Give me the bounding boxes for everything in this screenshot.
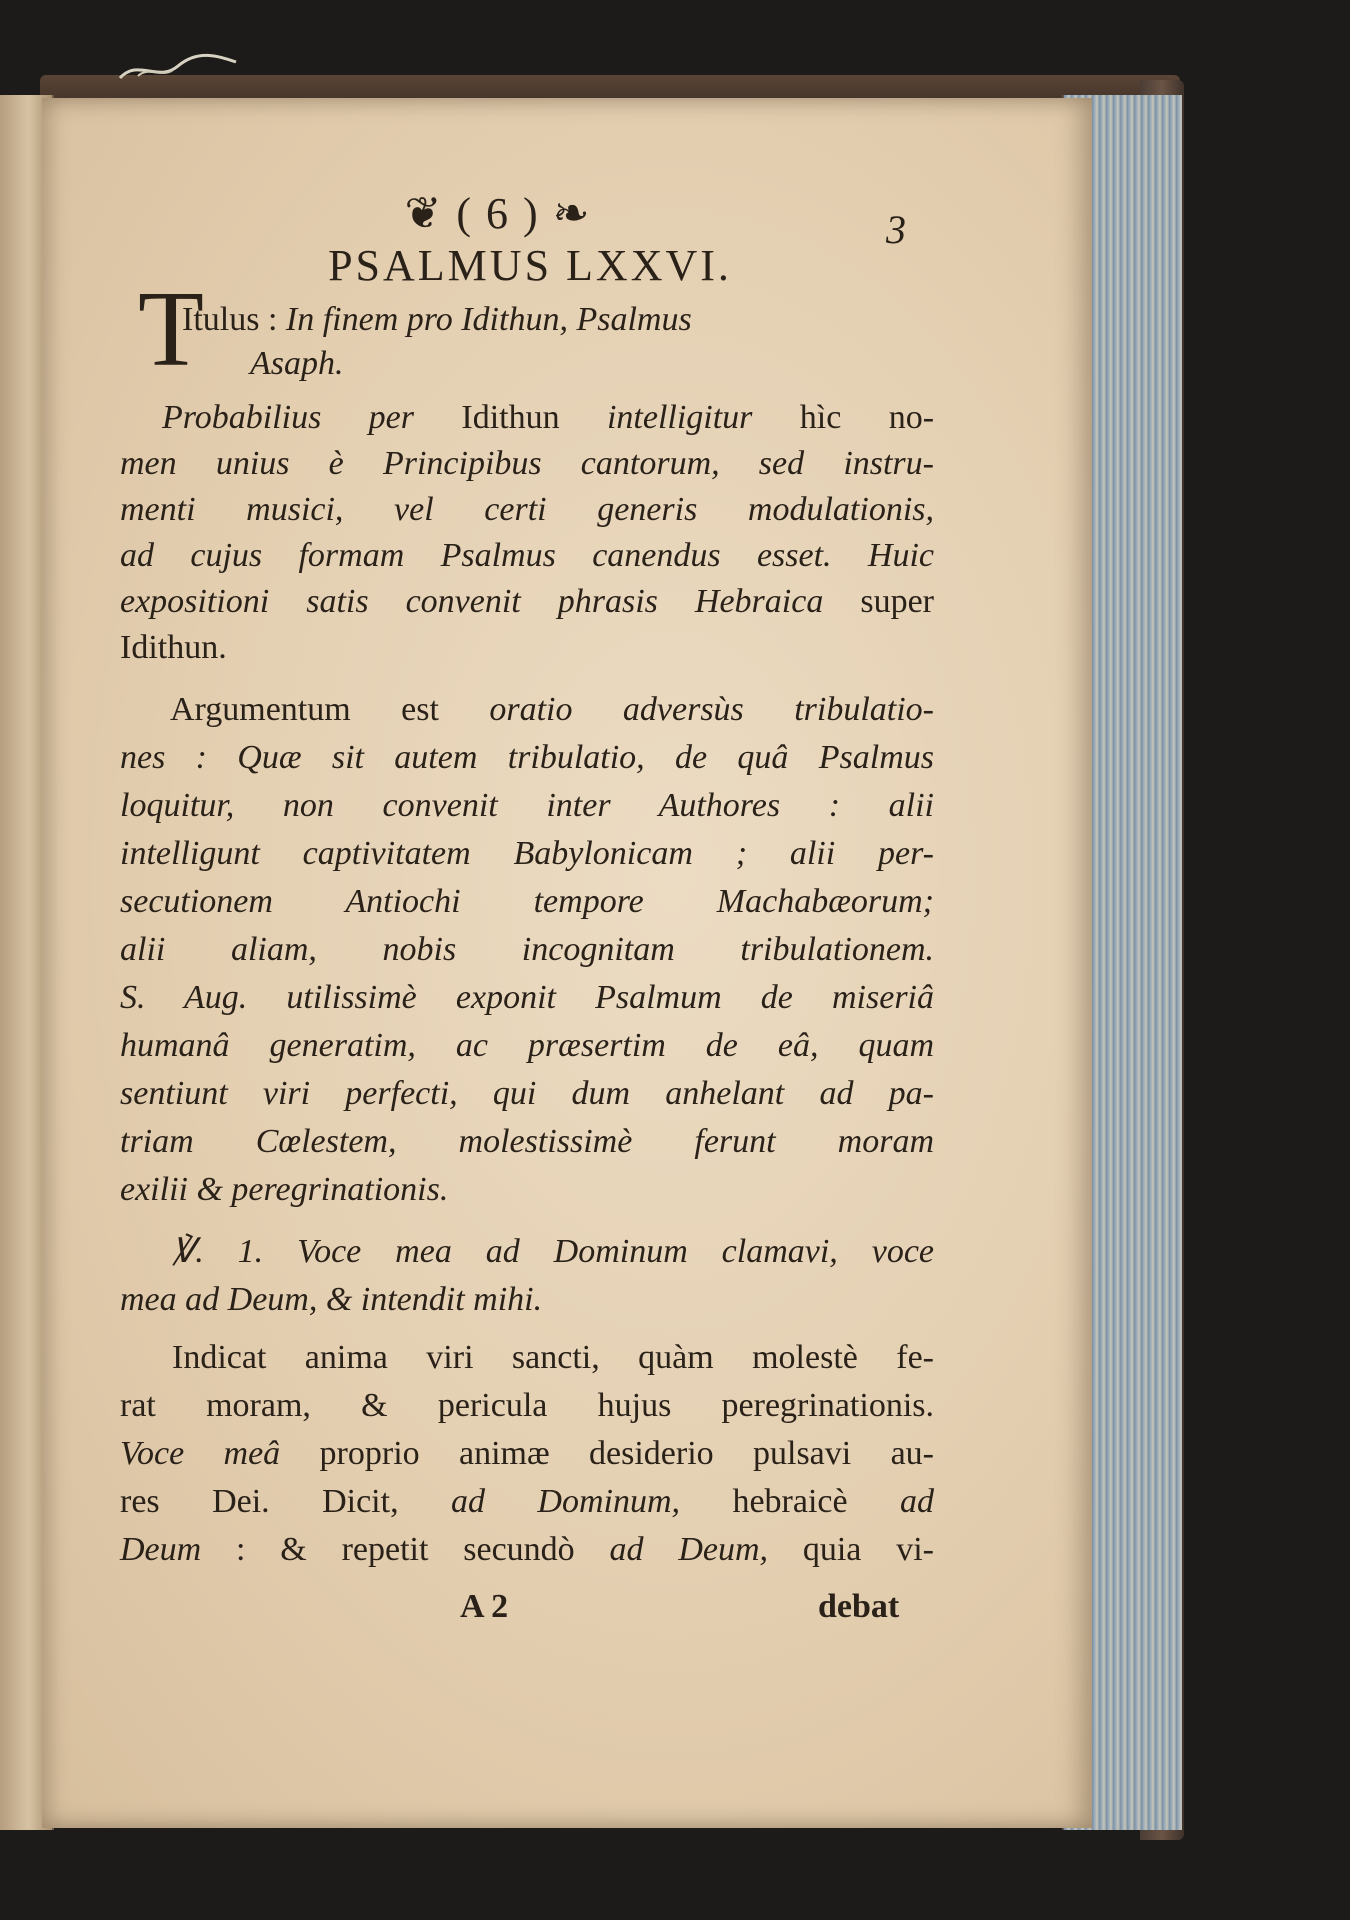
- verse1-line-1: ℣. 1. Voce mea ad Dominum clamavi, voce: [172, 1233, 934, 1270]
- text-span: Idithun: [461, 399, 560, 436]
- text-span: res Dei. Dicit,: [120, 1483, 399, 1520]
- text-span: quia vi-: [802, 1531, 934, 1568]
- para1-line-3: menti musici, vel certi generis modulationis,: [120, 491, 934, 528]
- catchword: debat: [818, 1588, 900, 1625]
- page-number: ( 6 ): [456, 189, 540, 238]
- para3-line-2: rat moram, & pericula hujus peregrinationis.: [120, 1387, 934, 1424]
- para3-line-1: Indicat anima viri sancti, quàm molestè fe-: [172, 1339, 934, 1376]
- fleuron-left-icon: ❦: [404, 189, 444, 238]
- text-span: ad Deum,: [609, 1531, 769, 1568]
- text-span: Probabilius per: [162, 399, 414, 436]
- drop-cap: T: [138, 270, 204, 389]
- psalm-title: PSALMUS LXXVI.: [328, 241, 732, 290]
- text-span: expositioni satis convenit phrasis Hebraica: [120, 583, 824, 620]
- title-label: Itulus :: [182, 301, 278, 338]
- text-span: intelligitur: [606, 399, 753, 436]
- para2-line-8: humanâ generatim, ac præsertim de eâ, quam: [120, 1027, 934, 1064]
- signature-mark: 3: [886, 207, 906, 252]
- signature-footer: A 2: [460, 1588, 509, 1625]
- text-span: Deum: [120, 1531, 202, 1568]
- para1-line-2: men unius è Principibus cantorum, sed instru-: [120, 445, 934, 482]
- para3-line-5: [120, 1530, 934, 1570]
- fleuron-right-icon: ❧: [552, 189, 592, 238]
- text-span: Voce meâ: [120, 1435, 281, 1472]
- para2-line-1: [170, 690, 934, 730]
- text-span: proprio animæ desiderio pulsavi au-: [319, 1435, 934, 1472]
- verse1-line-2: mea ad Deum, & intendit mihi.: [120, 1281, 543, 1318]
- title-line-2: Asaph.: [250, 345, 344, 382]
- para2-line-2: nes : Quæ sit autem tribulatio, de quâ Psalmus: [120, 739, 934, 776]
- para3-line-4: [120, 1482, 934, 1522]
- text-span: hìc no-: [799, 399, 935, 436]
- para1-line-1: [162, 398, 934, 438]
- loose-thread-icon: [118, 48, 238, 88]
- para2-line-5: secutionem Antiochi tempore Machabæorum;: [120, 883, 934, 920]
- para2-line-4: intelligunt captivitatem Babylonicam ; alii per-: [120, 835, 934, 872]
- para3-line-3: [120, 1434, 934, 1474]
- page-header: [368, 188, 628, 239]
- para2-line-10: triam Cœlestem, molestissimè ferunt moram: [120, 1123, 934, 1160]
- text-span: super: [860, 583, 934, 620]
- title-text: In finem pro Idithun, Psalmus: [285, 301, 692, 338]
- text-span: ad Dominum,: [450, 1483, 681, 1520]
- text-span: : & repetit secundò: [236, 1531, 575, 1568]
- para1-line-5: [120, 582, 934, 622]
- para1-line-4: ad cujus formam Psalmus canendus esset. Huic: [120, 537, 934, 574]
- para2-line-9: sentiunt viri perfecti, qui dum anhelant ad pa-: [120, 1075, 934, 1112]
- para1-line-6: Idithun.: [120, 629, 227, 666]
- text-span: Argumentum est: [170, 691, 439, 728]
- para2-line-11: exilii & peregrinationis.: [120, 1171, 449, 1208]
- text-span: hebraicè: [732, 1483, 848, 1520]
- text-span: oratio adversùs tribulatio-: [489, 691, 934, 728]
- para2-line-7: S. Aug. utilissimè exponit Psalmum de miseriâ: [120, 979, 934, 1016]
- para2-line-6: alii aliam, nobis incognitam tribulationem.: [120, 931, 934, 968]
- text-span: ad: [900, 1483, 934, 1520]
- title-line-1: [182, 300, 934, 340]
- para2-line-3: loquitur, non convenit inter Authores : alii: [120, 787, 934, 824]
